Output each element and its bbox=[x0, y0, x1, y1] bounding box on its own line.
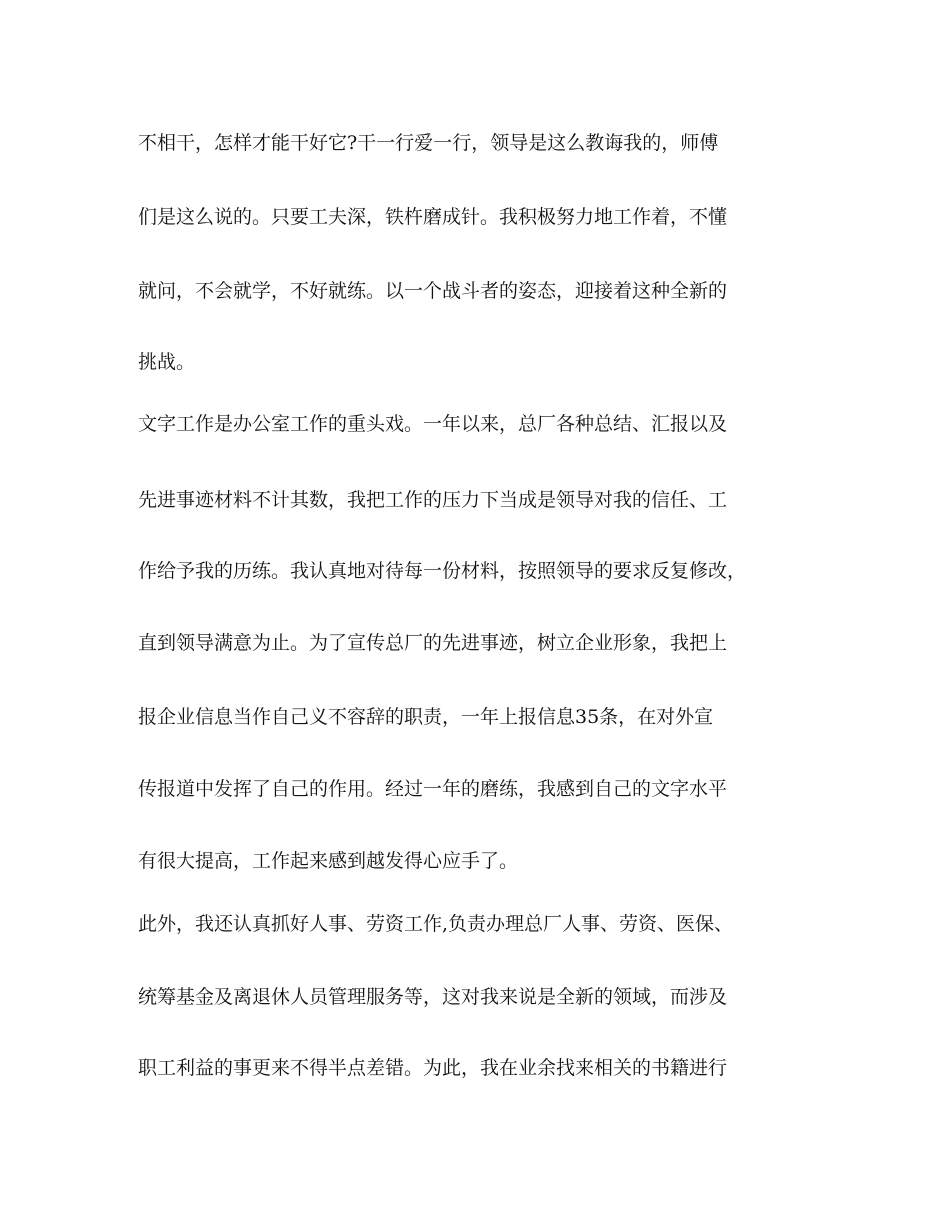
text-line: 先进事迹材料不计其数，我把工作的压力下当成是领导对我的信任、工 bbox=[138, 489, 728, 511]
text-line: 作给予我的历练。我认真地对待每一份材料，按照领导的要求反复修改， bbox=[138, 560, 747, 582]
text-line: 直到领导满意为止。为了宣传总厂的先进事迹，树立企业形象，我把上 bbox=[138, 632, 728, 654]
text-line: 统筹基金及离退休人员管理服务等，这对我来说是全新的领域，而涉及 bbox=[138, 986, 728, 1008]
text-line: 有很大提高，工作起来感到越发得心应手了。 bbox=[138, 850, 519, 872]
text-line: 此外，我还认真抓好人事、劳资工作,负责办理总厂人事、劳资、医保、 bbox=[138, 913, 734, 935]
text-line: 文字工作是办公室工作的重头戏。一年以来，总厂各种总结、汇报以及 bbox=[138, 413, 728, 435]
text-line: 传报道中发挥了自己的作用。经过一年的磨练，我感到自己的文字水平 bbox=[138, 778, 728, 800]
text-line: 们是这么说的。只要工夫深，铁杵磨成针。我积极努力地工作着，不懂 bbox=[138, 206, 728, 228]
text-line: 挑战。 bbox=[138, 351, 196, 373]
text-line: 不相干，怎样才能干好它?干一行爱一行，领导是这么教诲我的，师傅 bbox=[138, 132, 719, 154]
text-line: 职工利益的事更来不得半点差错。为此，我在业余找来相关的书籍进行 bbox=[138, 1057, 728, 1079]
text-line: 就问，不会就学，不好就练。以一个战斗者的姿态，迎接着这种全新的 bbox=[138, 280, 728, 302]
text-line: 报企业信息当作自己义不容辞的职责，一年上报信息35条，在对外宣 bbox=[138, 706, 714, 728]
